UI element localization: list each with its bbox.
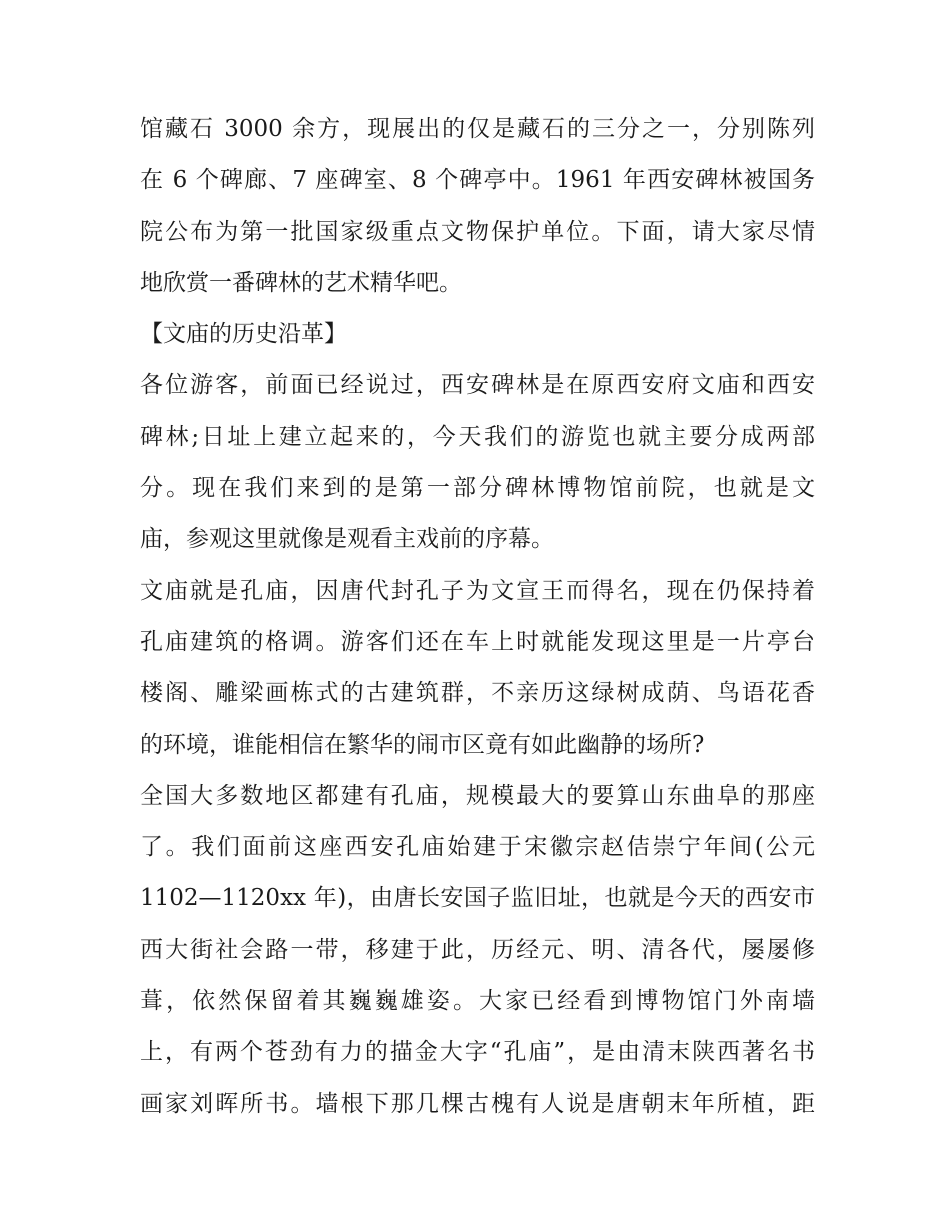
text-line: 了。我们面前这座西安孔庙始建于宋徽宗赵佶崇宁年间(公元 [140, 834, 815, 861]
text-line: 庙，参观这里就像是观看主戏前的序幕。 [140, 526, 554, 553]
text-line: 上，有两个苍劲有力的描金大字“孔庙”，是由清末陕西著名书 [140, 1039, 815, 1066]
text-line: 葺，依然保留着其巍巍雄姿。大家已经看到博物馆门外南墙 [140, 988, 815, 1015]
text-line: 院公布为第一批国家级重点文物保护单位。下面，请大家尽情 [140, 218, 815, 245]
text-line: 1102—1120xx 年)，由唐长安国子监旧址，也就是今天的西安市 [140, 885, 815, 912]
text-line: 画家刘晖所书。墙根下那几棵古槐有人说是唐朝末年所植，距 [140, 1090, 815, 1117]
text-line: 楼阁、雕梁画栋式的古建筑群，不亲历这绿树成荫、鸟语花香 [140, 680, 815, 707]
document-body [140, 104, 815, 1130]
section-heading: 【文庙的历史沿革】 [140, 321, 347, 348]
text-line: 的环境，谁能相信在繁华的闹市区竟有如此幽静的场所? [140, 731, 705, 758]
text-line: 西大街社会路一带，移建于此，历经元、明、清各代，屡屡修 [140, 936, 815, 963]
text-line: 馆藏石 3000 余方，现展出的仅是藏石的三分之一，分别陈列 [140, 116, 815, 142]
text-line: 文庙就是孔庙，因唐代封孔子为文宣王而得名，现在仍保持着 [140, 577, 815, 604]
text-line: 各位游客，前面已经说过，西安碑林是在原西安府文庙和西安 [140, 372, 815, 399]
text-line: 孔庙建筑的格调。游客们还在车上时就能发现这里是一片亭台 [140, 628, 815, 655]
text-line: 碑林;日址上建立起来的，今天我们的游览也就主要分成两部 [140, 423, 815, 450]
text-line: 在 6 个碑廊、7 座碑室、8 个碑亭中。1961 年西安碑林被国务 [140, 167, 815, 194]
text-line: 全国大多数地区都建有孔庙，规模最大的要算山东曲阜的那座 [140, 782, 815, 809]
text-line: 地欣赏一番碑林的艺术精华吧。 [140, 269, 462, 296]
text-line: 分。现在我们来到的是第一部分碑林博物馆前院，也就是文 [140, 475, 815, 502]
